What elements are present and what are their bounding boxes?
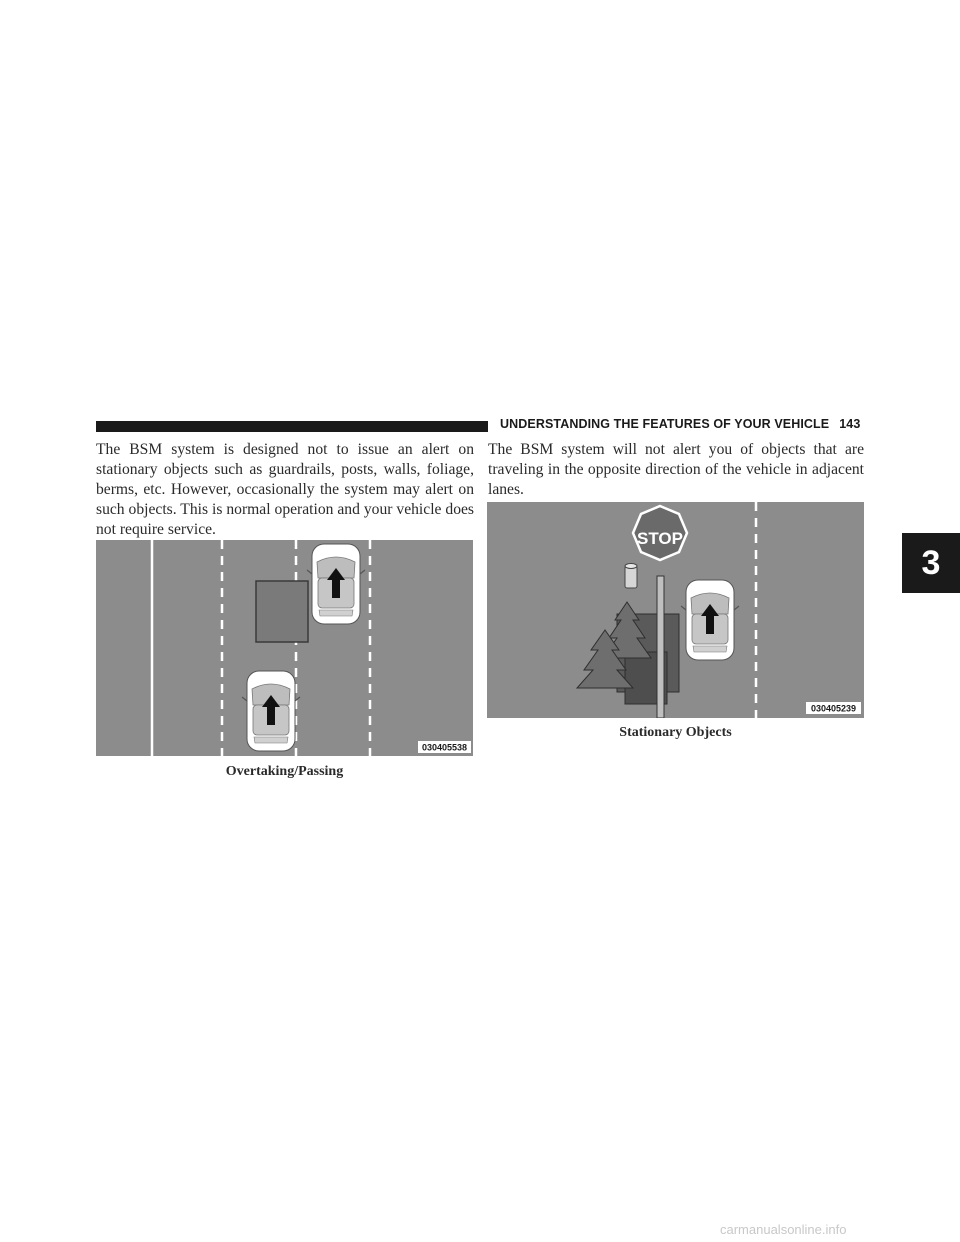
header-bar [96, 421, 488, 432]
figure-caption: Stationary Objects [619, 725, 732, 740]
overtaking-figure [96, 540, 473, 756]
own-car [681, 580, 739, 660]
chapter-number: 3 [921, 544, 941, 582]
page-number: 143 [839, 417, 861, 431]
passing-car [307, 544, 365, 624]
stop-sign-text: STOP [637, 529, 683, 548]
section-title: UNDERSTANDING THE FEATURES OF YOUR VEHICLE [500, 417, 830, 431]
right-paragraph: The BSM system will not alert you of objects that are traveling in the opposite direction of the vehicle in adjacent lanes. [488, 441, 864, 498]
left-paragraph: The BSM system is designed not to issue an alert on stationary objects such as guardrails, posts, walls, foliage, berms, etc. However, occasionally the system may alert on such objects. This is normal operation and your vehicle does not require service. [96, 441, 474, 538]
figure-caption: Overtaking/Passing [225, 764, 344, 779]
own-car [242, 671, 300, 751]
bollard [625, 566, 637, 588]
figure-code: 030405538 [421, 742, 468, 753]
bollard-top [625, 564, 637, 569]
watermark: carmanualsonline.info [720, 1222, 847, 1237]
chapter-tab[interactable] [902, 533, 960, 593]
detection-zone [256, 581, 308, 642]
figure-code: 030405239 [810, 703, 857, 714]
sign-pole [657, 576, 664, 718]
running-header [500, 417, 860, 431]
stationary-objects-figure [487, 502, 864, 718]
